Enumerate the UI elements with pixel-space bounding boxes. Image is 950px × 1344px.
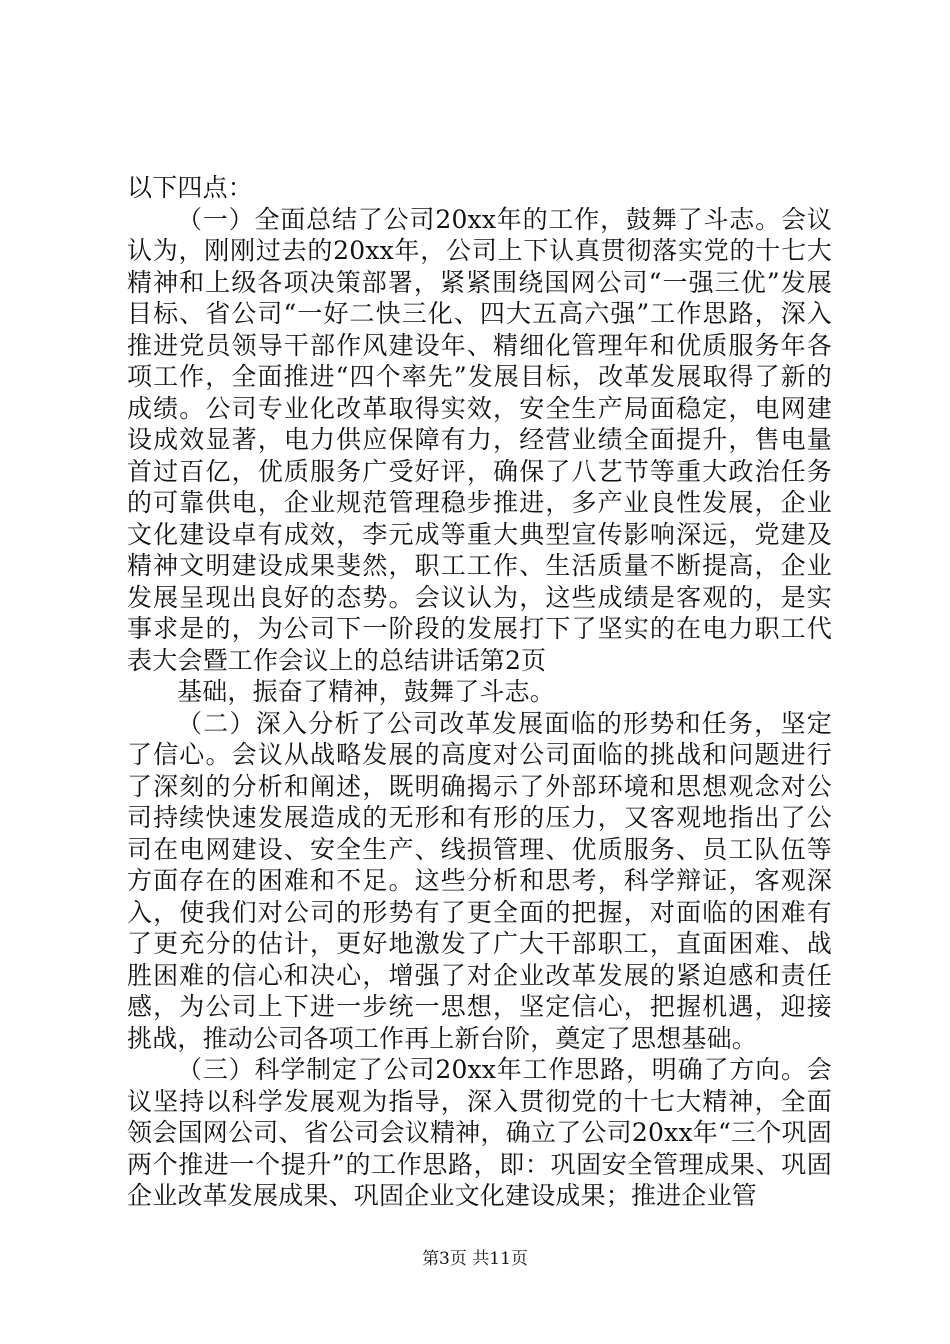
document-body (127, 172, 832, 1212)
paragraph-section-3: （三）科学制定了公司20xx年工作思路，明确了方向。会议坚持以科学发展观为指导，深入贯彻党的十七大精神，全面领会国网公司、省公司会议精神，确立了公司20xx年“三个巩固两个推进一个提升”的工作思路，即：巩固安全管理成果、巩固企业改革发展成果、巩固企业文化建设成果；推进企业管 (127, 1055, 832, 1210)
paragraph-section-1: （一）全面总结了公司20xx年的工作，鼓舞了斗志。会议认为，刚刚过去的20xx年，公司上下认真贯彻落实党的十七大精神和上级各项决策部署，紧紧围绕国网公司“一强三优”发展目标、省公司“一好二快三化、四大五高六强”工作思路，深入推进党员领导干部作风建设年、精细化管理年和优质服务年各项工作，全面推进“四个率先”发展目标，改革发展取得了新的成绩。公司专业化改革取得实效，安全生产局面稳定，电网建设成效显著，电力供应保障有力，经营业绩全面提升，售电量首过百亿，优质服务广受好评，确保了八艺节等重大政治任务的可靠供电，企业规范管理稳步推进，多产业良性发展，企业文化建设卓有成效，李元成等重大典型宣传影响深远，党建及精神文明建设成果斐然，职工工作、生活质量不断提高，企业发展呈现出良好的态势。会议认为，这些成绩是客观的，是实事求是的，为公司下一阶段的发展打下了坚实的在电力职工代表大会暨工作会议上的总结讲话第2页 (127, 204, 832, 675)
paragraph-intro: 以下四点： (127, 173, 254, 202)
paragraph-continuation: 基础，振奋了精神，鼓舞了斗志。 (177, 677, 556, 706)
paragraph-section-2: （二）深入分析了公司改革发展面临的形势和任务，坚定了信心。会议从战略发展的高度对公司面临的挑战和问题进行了深刻的分析和阐述，既明确揭示了外部环境和思想观念对公司持续快速发展造成的无形和有形的压力，又客观地指出了公司在电网建设、安全生产、线损管理、优质服务、员工队伍等方面存在的困难和不足。这些分析和思考，科学辩证，客观深入，使我们对公司的形势有了更全面的把握，对面临的困难有了更充分的估计，更好地激发了广大干部职工，直面困难、战胜困难的信心和决心，增强了对企业改革发展的紧迫感和责任感，为公司上下进一步统一思想，坚定信心，把握机遇，迎接挑战，推动公司各项工作再上新台阶，奠定了思想基础。 (127, 708, 832, 1053)
page-footer: 第3页 共11页 (422, 1249, 528, 1269)
